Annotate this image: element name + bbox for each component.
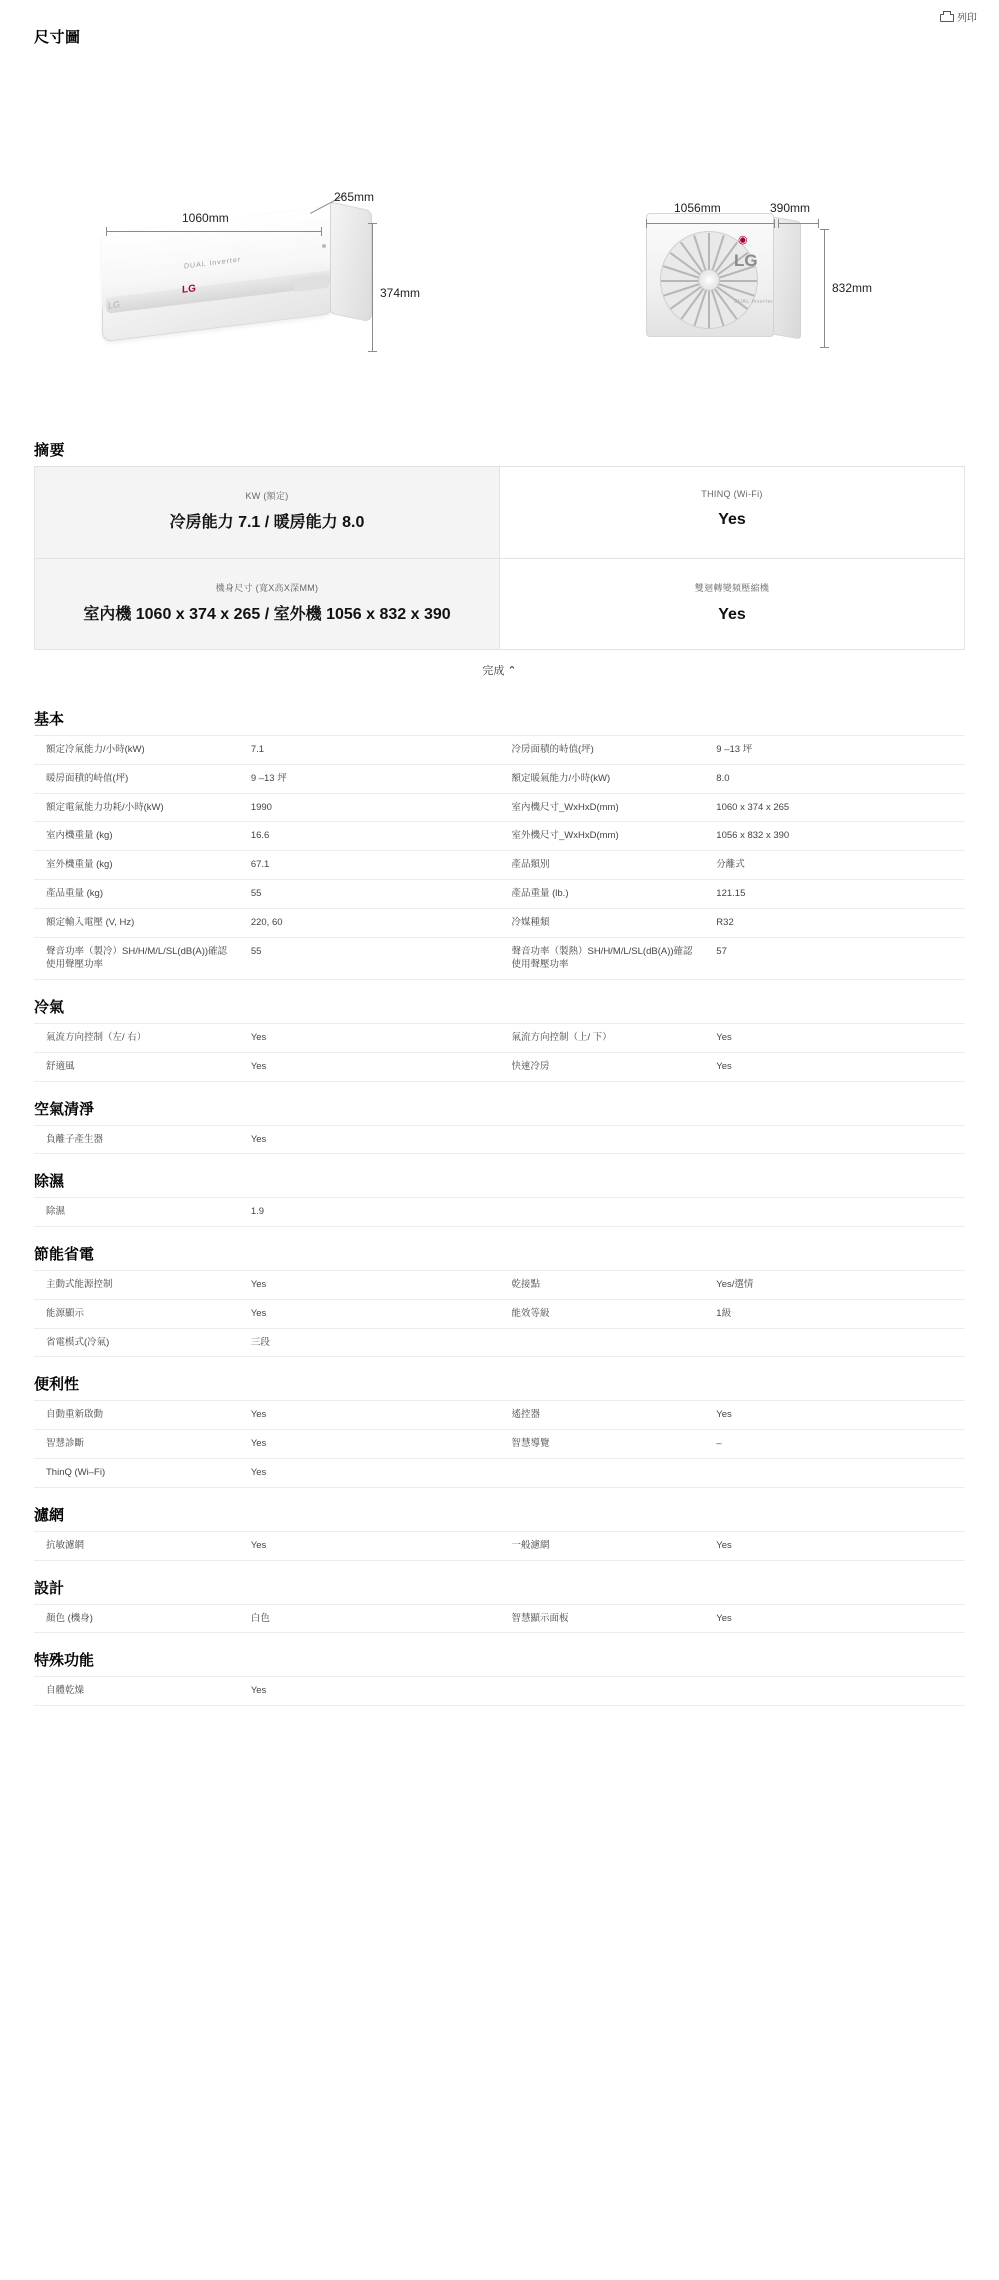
- spec-key: 室內機尺寸_WxHxD(mm): [499, 793, 704, 822]
- spec-section-title: 基本: [34, 711, 65, 729]
- spec-key: 負離子產生器: [34, 1125, 239, 1154]
- outdoor-brand: LG: [734, 251, 758, 270]
- table-row: [34, 1052, 965, 1081]
- spec-key: 聲音功率（製冷）SH/H/M/L/SL(dB(A))確認使用聲壓功率: [34, 937, 239, 980]
- print-bar: [0, 0, 999, 26]
- outdoor-unit-image: [646, 213, 806, 348]
- indoor-depth-label: 265mm: [334, 190, 375, 204]
- outdoor-depth-line: [778, 223, 818, 224]
- spec-value: Yes: [239, 1531, 500, 1560]
- spec-key: 室外機尺寸_WxHxD(mm): [499, 822, 704, 851]
- spec-section: [34, 1373, 965, 1487]
- spec-key: 室外機重量 (kg): [34, 851, 239, 880]
- spec-value: Yes: [239, 1458, 500, 1487]
- spec-value: [704, 1125, 965, 1154]
- spec-value: 1.9: [239, 1198, 500, 1227]
- summary-label: THINQ (Wi-Fi): [701, 489, 763, 499]
- spec-table: [34, 1270, 965, 1357]
- spec-value: Yes: [704, 1024, 965, 1053]
- spec-table: [34, 1197, 965, 1227]
- spec-key: [499, 1198, 704, 1227]
- summary-grid: [34, 466, 965, 650]
- spec-key: 自體乾燥: [34, 1677, 239, 1706]
- table-row: [34, 764, 965, 793]
- spec-key: 舒適風: [34, 1052, 239, 1081]
- spec-section: [34, 1504, 965, 1561]
- spec-value: 1056 x 832 x 390: [704, 822, 965, 851]
- spec-key: 產品類別: [499, 851, 704, 880]
- indoor-unit-image: DUAL Inverter LG LG: [94, 188, 364, 348]
- summary-label: KW (額定): [245, 491, 289, 501]
- spec-sections: [34, 708, 965, 1706]
- table-row: [34, 1125, 965, 1154]
- collapse-toggle[interactable]: 完成 ⌃: [482, 665, 517, 678]
- indoor-width-label: 1060mm: [182, 211, 229, 225]
- table-row: [34, 736, 965, 765]
- printer-icon: [940, 11, 952, 22]
- summary-title: 摘要: [34, 442, 66, 459]
- spec-value: Yes: [704, 1401, 965, 1430]
- spec-value: 55: [239, 880, 500, 909]
- table-row: [34, 937, 965, 980]
- spec-key: 能源顯示: [34, 1299, 239, 1328]
- spec-value: [704, 1677, 965, 1706]
- summary-value: 室內機 1060 x 374 x 265 / 室外機 1056 x 832 x 390: [83, 605, 451, 623]
- table-row: [34, 1458, 965, 1487]
- table-row: [34, 1401, 965, 1430]
- indoor-height-label: 374mm: [380, 286, 421, 300]
- spec-key: 產品重量 (lb.): [499, 880, 704, 909]
- spec-value: 67.1: [239, 851, 500, 880]
- spec-value: Yes: [239, 1125, 500, 1154]
- print-label: 列印: [957, 12, 977, 24]
- spec-key: 自動重新啟動: [34, 1401, 239, 1430]
- table-row: [34, 908, 965, 937]
- spec-table: [34, 1125, 965, 1155]
- spec-value: [704, 1328, 965, 1357]
- spec-key: 智慧診斷: [34, 1430, 239, 1459]
- outdoor-depth-label: 390mm: [770, 201, 811, 215]
- spec-section: [34, 1170, 965, 1227]
- spec-section: [34, 1577, 965, 1634]
- spec-key: [499, 1677, 704, 1706]
- table-row: [34, 793, 965, 822]
- table-row: [34, 1299, 965, 1328]
- spec-value: 1級: [704, 1299, 965, 1328]
- spec-section-title: 濾網: [34, 1506, 65, 1524]
- spec-value: 三段: [239, 1328, 500, 1357]
- summary-cell-compressor: [500, 559, 965, 651]
- spec-value: R32: [704, 908, 965, 937]
- spec-section-title: 空氣清淨: [34, 1100, 95, 1118]
- spec-key: 室內機重量 (kg): [34, 822, 239, 851]
- dimension-diagram: [34, 53, 965, 383]
- spec-key: 智慧導覽: [499, 1430, 704, 1459]
- indoor-height-line: [372, 223, 373, 351]
- table-row: [34, 1430, 965, 1459]
- spec-key: 智慧顯示面板: [499, 1604, 704, 1633]
- outdoor-width-label: 1056mm: [674, 201, 721, 215]
- table-row: [34, 1328, 965, 1357]
- spec-value: 55: [239, 937, 500, 980]
- spec-value: Yes: [239, 1677, 500, 1706]
- spec-value: 1990: [239, 793, 500, 822]
- spec-key: 聲音功率（製熱）SH/H/M/L/SL(dB(A))確認使用聲壓功率: [499, 937, 704, 980]
- spec-key: 能效等級: [499, 1299, 704, 1328]
- spec-value: Yes: [239, 1052, 500, 1081]
- table-row: [34, 1271, 965, 1300]
- spec-section-title: 特殊功能: [34, 1652, 95, 1670]
- spec-value: 121.15: [704, 880, 965, 909]
- spec-key: 暖房面積的峙值(坪): [34, 764, 239, 793]
- table-row: [34, 822, 965, 851]
- spec-value: Yes: [239, 1401, 500, 1430]
- table-row: [34, 1531, 965, 1560]
- spec-table: [34, 735, 965, 980]
- spec-key: 顏色 (機身): [34, 1604, 239, 1633]
- spec-value: 分離式: [704, 851, 965, 880]
- indoor-subbrand: DUAL Inverter: [184, 256, 242, 271]
- summary-cell-capacity: [35, 467, 500, 559]
- spec-key: 產品重量 (kg): [34, 880, 239, 909]
- spec-value: –: [704, 1430, 965, 1459]
- spec-key: 除濕: [34, 1198, 239, 1227]
- spec-section: [34, 708, 965, 980]
- spec-key: [499, 1328, 704, 1357]
- spec-value: 9 –13 坪: [239, 764, 500, 793]
- spec-table: [34, 1023, 965, 1082]
- spec-key: 額定輸入電壓 (V, Hz): [34, 908, 239, 937]
- table-row: [34, 851, 965, 880]
- spec-key: 主動式能源控制: [34, 1271, 239, 1300]
- table-row: [34, 1604, 965, 1633]
- spec-section: [34, 1098, 965, 1155]
- spec-key: [499, 1458, 704, 1487]
- spec-value: Yes: [239, 1024, 500, 1053]
- table-row: [34, 1198, 965, 1227]
- spec-table: [34, 1676, 965, 1706]
- spec-section-title: 除濕: [34, 1173, 65, 1191]
- spec-key: 省電模式(冷氣): [34, 1328, 239, 1357]
- spec-key: 額定電氣能力功耗/小時(kW): [34, 793, 239, 822]
- spec-key: 冷房面積的峙值(坪): [499, 736, 704, 765]
- summary-label: 機身尺寸 (寬X高X深MM): [215, 582, 319, 593]
- spec-value: Yes: [239, 1299, 500, 1328]
- spec-key: 快速冷房: [499, 1052, 704, 1081]
- spec-section-title: 冷氣: [34, 999, 65, 1017]
- spec-value: 220, 60: [239, 908, 500, 937]
- spec-value: 8.0: [704, 764, 965, 793]
- spec-key: 額定暖氣能力/小時(kW): [499, 764, 704, 793]
- spec-key: 抗敏濾網: [34, 1531, 239, 1560]
- spec-key: 遙控器: [499, 1401, 704, 1430]
- spec-value: 16.6: [239, 822, 500, 851]
- print-button[interactable]: [940, 9, 977, 24]
- summary-value: 冷房能力 7.1 / 暖房能力 8.0: [169, 514, 365, 531]
- spec-key: 冷媒種類: [499, 908, 704, 937]
- table-row: [34, 1677, 965, 1706]
- spec-value: [704, 1458, 965, 1487]
- table-row: [34, 1024, 965, 1053]
- spec-key: [499, 1125, 704, 1154]
- spec-section: [34, 996, 965, 1082]
- spec-section-title: 便利性: [34, 1376, 80, 1394]
- spec-value: 白色: [239, 1604, 500, 1633]
- outdoor-subbrand: DUAL Inverter: [734, 299, 774, 305]
- spec-key: ThinQ (Wi–Fi): [34, 1458, 239, 1487]
- summary-cell-thinq: [500, 467, 965, 559]
- spec-value: 9 –13 坪: [704, 736, 965, 765]
- spec-value: Yes: [704, 1531, 965, 1560]
- dimensions-title: 尺寸圖: [34, 29, 81, 46]
- spec-key: 一般濾網: [499, 1531, 704, 1560]
- indoor-brand: LG: [182, 283, 196, 296]
- spec-table: [34, 1531, 965, 1561]
- spec-section: [34, 1649, 965, 1706]
- indoor-width-line: [106, 231, 321, 232]
- spec-table: [34, 1604, 965, 1634]
- spec-table: [34, 1400, 965, 1487]
- spec-key: 乾接點: [499, 1271, 704, 1300]
- spec-section-title: 設計: [34, 1579, 65, 1597]
- spec-value: Yes: [239, 1271, 500, 1300]
- spec-value: [704, 1198, 965, 1227]
- spec-key: 氣流方向控制（上/ 下）: [499, 1024, 704, 1053]
- summary-label: 雙迴轉變頻壓縮機: [694, 582, 770, 593]
- spec-value: Yes: [704, 1604, 965, 1633]
- outdoor-height-label: 832mm: [832, 281, 873, 295]
- spec-value: Yes: [239, 1430, 500, 1459]
- spec-section-title: 節能省電: [34, 1246, 95, 1264]
- summary-value: Yes: [718, 605, 746, 623]
- spec-value: 57: [704, 937, 965, 980]
- summary-value: Yes: [718, 511, 746, 528]
- outdoor-width-line: [646, 223, 774, 224]
- spec-value: Yes/選情: [704, 1271, 965, 1300]
- spec-key: 氣流方向控制（左/ 右）: [34, 1024, 239, 1053]
- spec-section: [34, 1243, 965, 1357]
- spec-value: Yes: [704, 1052, 965, 1081]
- spec-value: 7.1: [239, 736, 500, 765]
- table-row: [34, 880, 965, 909]
- summary-cell-size: [35, 559, 500, 651]
- spec-key: 額定冷氣能力/小時(kW): [34, 736, 239, 765]
- outdoor-height-line: [824, 229, 825, 347]
- outdoor-brand-mark: ◉: [738, 234, 749, 246]
- spec-value: 1060 x 374 x 265: [704, 793, 965, 822]
